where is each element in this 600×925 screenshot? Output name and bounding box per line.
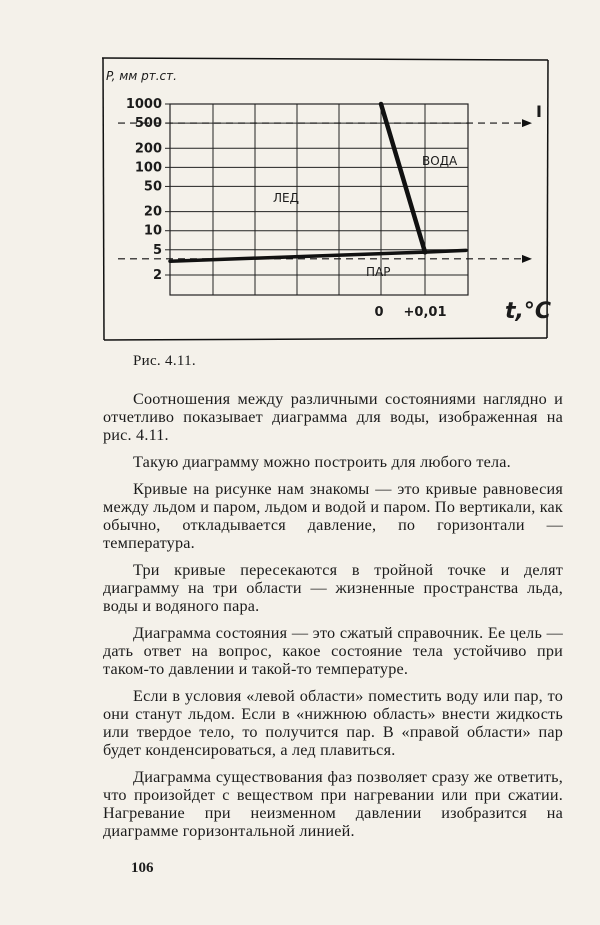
x-axis-label: t,°C [505,299,552,324]
y-tick-label: 500 [134,116,162,132]
region-label-water: ВОДА [422,154,458,168]
paragraph: Диаграмма состояния — это сжатый справочник. Ее цель — дать ответ на вопрос, какое состояние тела устойчиво при таком-то давлении и такой-то температуре. [103,624,563,678]
y-tick-label: 200 [134,141,162,157]
frame-top-line [102,58,548,60]
paragraph: Такую диаграмму можно построить для любого тела. [133,453,511,471]
figure-caption: Рис. 4.11. [133,353,196,369]
paragraph: Если в условия «левой области» поместить воду или пар, то они станут льдом. Если в «нижнюю область» внести жидкость или твердое тело, то получится пар. В «правой области» пар будет конденсироваться, а лед плавиться. [103,687,563,759]
region-label-ice: ЛЕД [273,191,299,205]
x-tick-label: +0,01 [403,305,447,320]
phase-diagram-figure [0,0,600,360]
water-vapor-curve [425,250,466,252]
y-tick-label: 20 [143,204,162,220]
region-label-vapor: ПАР [366,265,391,279]
phase-curves [170,104,466,261]
y-tick-label: 1000 [125,97,162,112]
page-number: 106 [131,860,154,876]
reference-arrowhead [522,119,532,127]
y-tick-label: 10 [143,223,162,239]
reference-arrowhead [522,255,532,263]
paragraph: Диаграмма существования фаз позволяет сразу же ответить, что произойдет с веществом при нагревании или при сжатии. Нагревание при неизменном давлении изобразится на диаграмме горизонтальной линией. [103,768,563,840]
body-text [103,390,563,840]
y-tick-label: 100 [134,160,162,176]
ice-water-curve [381,104,425,252]
frame-bottom-line [104,338,547,340]
x-tick-labels [374,305,446,320]
paragraph: Кривые на рисунке нам знакомы — это кривые равновесия между льдом и паром, льдом и водой и паром. По вертикали, как обычно, откладывается давление, по горизонтали — температура. [103,480,563,552]
y-tick-label: 50 [143,179,162,195]
triple-point [423,250,428,255]
x-tick-label: 0 [374,305,384,320]
y-tick-label: 2 [152,268,162,283]
reference-line-marker: I [536,102,542,121]
plot-border [170,104,468,295]
frame-left-line [103,58,104,340]
paragraph: Соотношения между различными состояниями наглядно и отчетливо показывает диаграмма для воды, изображенная на рис. 4.11. [103,390,563,444]
chart-grid [170,104,468,295]
y-axis-label: P, мм рт.ст. [106,69,177,83]
y-tick-labels [126,97,170,283]
y-tick-label: 5 [152,242,162,258]
paragraph: Три кривые пересекаются в тройной точке и делят диаграмму на три области — жизненные пространства льда, воды и водяного пара. [103,561,563,615]
frame-right-line [547,60,548,338]
dashed-reference-lines [118,119,532,263]
